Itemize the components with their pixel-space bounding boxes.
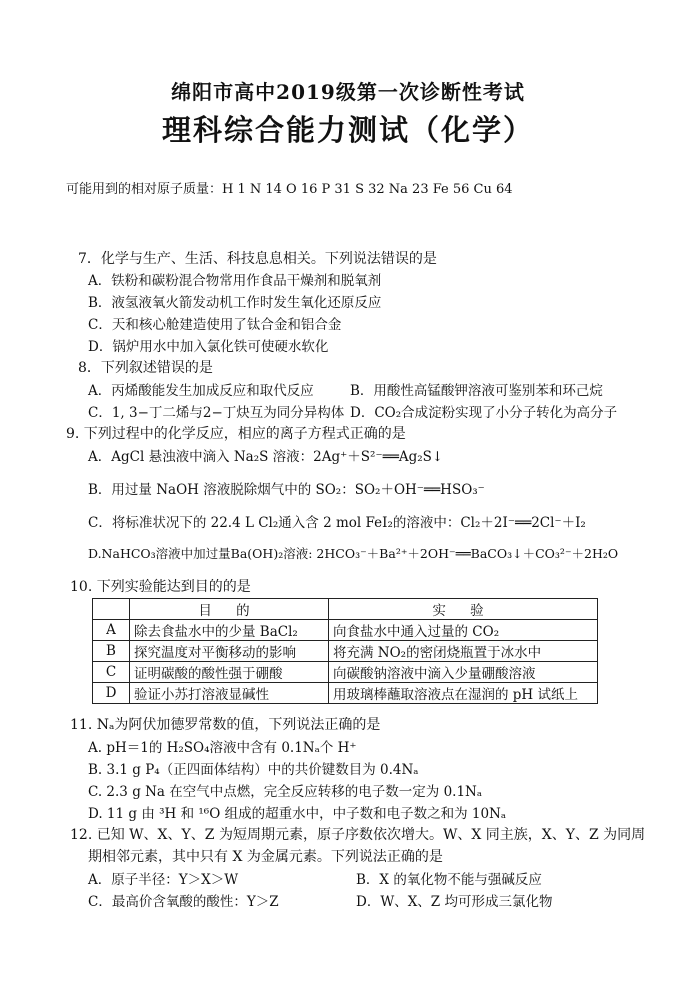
q7-option-c: C．天和核心舱建造使用了钛合金和铝合金: [88, 317, 342, 333]
table-cell: B: [93, 641, 130, 662]
q11-option-b: B. 3.1 g P₄（正四面体结构）中的共价键数目为 0.4Nₐ: [88, 762, 419, 778]
q10-stem: 10. 下列实验能达到目的的是: [70, 579, 251, 595]
q7-stem: 7．化学与生产、生活、科技息息相关。下列说法错误的是: [78, 251, 437, 267]
table-cell: 验证小苏打溶液显碱性: [130, 683, 329, 704]
q12-stem-line1: 12. 已知 W、X、Y、Z 为短周期元素，原子序数依次增大。W、X 同主族，X、Y、Z 为同周: [70, 827, 646, 843]
q7-option-a: A．铁粉和碳粉混合物常用作食品干燥剂和脱氧剂: [88, 273, 382, 289]
table-cell: 将充满 NO₂的密闭烧瓶置于冰水中: [329, 641, 598, 662]
q8-option-a: A．丙烯酸能发生加成反应和取代反应: [88, 383, 314, 399]
q8-option-b: B．用酸性高锰酸钾溶液可鉴别苯和环己烷: [350, 383, 603, 399]
q12-option-b: B．X 的氧化物不能与强碱反应: [356, 872, 542, 888]
table-row: [93, 662, 598, 683]
q12-option-d: D．W、X、Z 均可形成三氯化物: [356, 894, 553, 910]
q9-option-a: A．AgCl 悬浊液中滴入 Na₂S 溶液：2Ag⁺＋S²⁻══Ag₂S↓: [88, 449, 444, 465]
q12-option-c: C．最高价含氧酸的酸性：Y＞Z: [88, 894, 279, 910]
q11-stem: 11. Nₐ为阿伏加德罗常数的值，下列说法正确的是: [70, 717, 381, 733]
table-cell: C: [93, 662, 130, 683]
q11-option-d: D. 11 g 由 ³H 和 ¹⁶O 组成的超重水中，中子数和电子数之和为 10Nₐ: [88, 806, 507, 822]
table-cell: 证明碳酸的酸性强于硼酸: [130, 662, 329, 683]
q7-option-b: B．液氢液氧火箭发动机工作时发生氧化还原反应: [88, 295, 382, 311]
q9-option-d: D.NaHCO₃溶液中加过量Ba(OH)₂溶液: 2HCO₃⁻＋Ba²⁺＋2OH⁻══BaCO₃↓＋CO₃²⁻＋2H₂O: [88, 546, 619, 561]
q11-option-c: C. 2.3 g Na 在空气中点燃，完全反应转移的电子数一定为 0.1Nₐ: [88, 784, 483, 800]
q8-option-d: D．CO₂合成淀粉实现了小分子转化为高分子: [350, 405, 618, 421]
q12-option-a: A．原子半径：Y＞X＞W: [88, 872, 239, 888]
table-row: [93, 620, 598, 641]
table-cell: D: [93, 683, 130, 704]
table-cell: 用玻璃棒蘸取溶液点在湿润的 pH 试纸上: [329, 683, 598, 704]
table-header-cell: 实 验: [329, 599, 598, 620]
table-cell: A: [93, 620, 130, 641]
table-header-cell: [93, 599, 130, 620]
q8-stem: 8．下列叙述错误的是: [78, 360, 213, 376]
table-row: [93, 683, 598, 704]
exam-subtitle: 理科综合能力测试（化学）: [161, 113, 534, 147]
q9-option-b: B．用过量 NaOH 溶液脱除烟气中的 SO₂：SO₂＋OH⁻══HSO₃⁻: [88, 482, 485, 498]
q7-option-d: D．锅炉用水中加入氯化铁可使硬水软化: [88, 339, 329, 355]
q9-stem: 9. 下列过程中的化学反应，相应的离子方程式正确的是: [66, 426, 406, 442]
q9-option-c: C．将标准状况下的 22.4 L Cl₂通入含 2 mol FeI₂的溶液中：Cl₂＋2I⁻══2Cl⁻＋I₂: [88, 515, 586, 531]
table-header-cell: 目 的: [130, 599, 329, 620]
table-cell: 向食盐水中通入过量的 CO₂: [329, 620, 598, 641]
table-cell: 探究温度对平衡移动的影响: [130, 641, 329, 662]
atomic-masses: 可能用到的相对原子质量：H 1 N 14 O 16 P 31 S 32 Na 23 Fe 56 Cu 64: [66, 182, 513, 197]
q8-option-c: C．1, 3−丁二烯与2−丁炔互为同分异构体: [88, 405, 345, 421]
table-cell: 向碳酸钠溶液中滴入少量硼酸溶液: [329, 662, 598, 683]
table-cell: 除去食盐水中的少量 BaCl₂: [130, 620, 329, 641]
table-row: [93, 641, 598, 662]
q11-option-a: A. pH＝1的 H₂SO₄溶液中含有 0.1Nₐ个 H⁺: [88, 740, 357, 756]
table-header-row: [93, 599, 598, 620]
exam-title: 绵阳市高中2019级第一次诊断性考试: [171, 80, 525, 104]
experiment-table: [92, 598, 598, 704]
q12-stem-line2: 期相邻元素，其中只有 X 为金属元素。下列说法正确的是: [88, 849, 443, 865]
